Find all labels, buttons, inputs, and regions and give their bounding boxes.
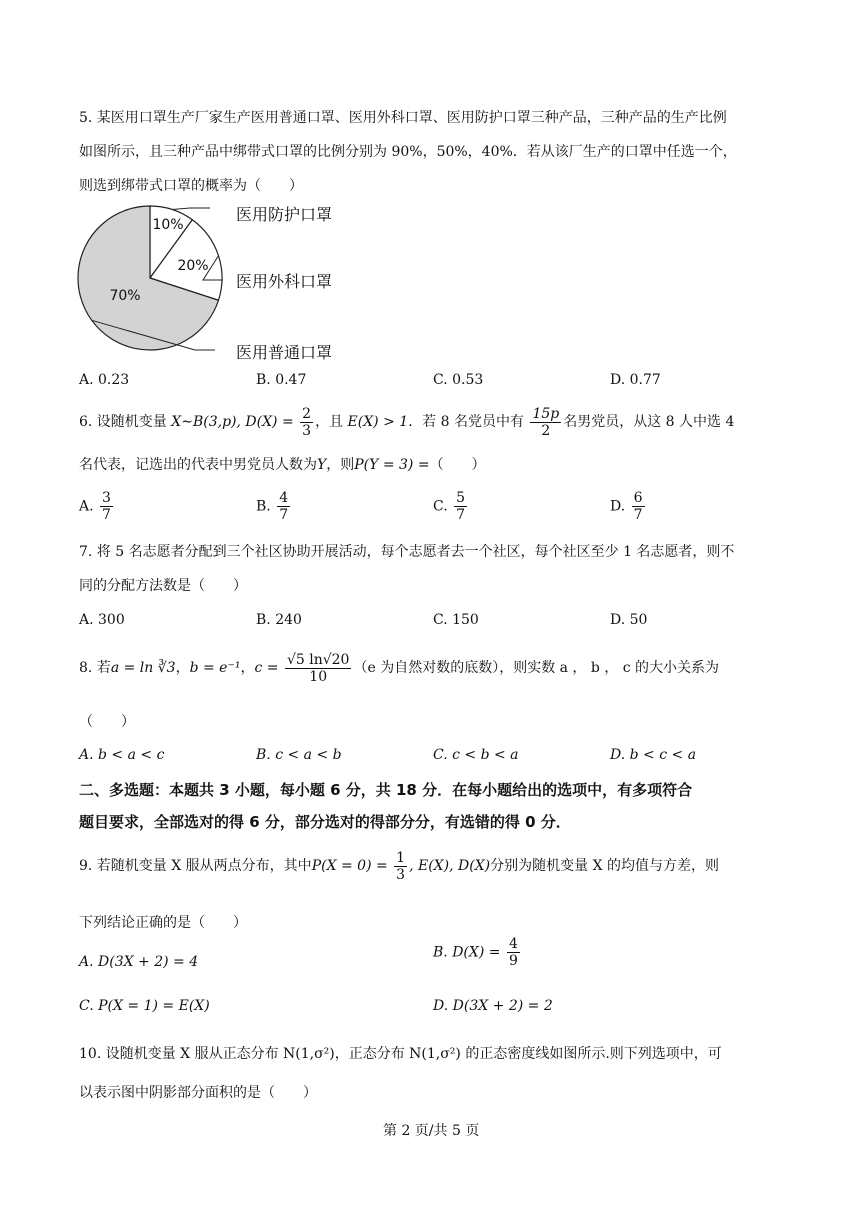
q6-line1 bbox=[79, 398, 734, 446]
q6-option-b-den: 7 bbox=[279, 507, 289, 523]
q10-line2: 以表示图中阴影部分面积的是（ ） bbox=[79, 1085, 317, 1101]
q5-line2: 如图所示，且三种产品中绑带式口罩的比例分别为 90%，50%，40%．若从该厂生产的口罩中任选一个， bbox=[79, 144, 737, 160]
q7-line2: 同的分配方法数是（ ） bbox=[79, 578, 247, 594]
q6-prob: P(Y = 3) = bbox=[354, 457, 430, 473]
q6-mid1: ，且 bbox=[315, 414, 348, 430]
q6-frac-b bbox=[530, 406, 561, 439]
q6-option-a bbox=[79, 490, 115, 523]
q5-option-a: A. 0.23 bbox=[79, 372, 130, 388]
q9-option-d: D. D(3X + 2) = 2 bbox=[433, 998, 553, 1014]
section2-line2: 题目要求，全部选对的得 6 分，部分选对的得部分分，有选错的得 0 分． bbox=[79, 813, 571, 831]
pie-leader-line bbox=[172, 208, 210, 210]
q6-paren: （ ） bbox=[429, 457, 486, 473]
q6-line2 bbox=[79, 455, 486, 475]
q8-a: a = ln ∛3 bbox=[110, 660, 176, 676]
q8-option-d: D. b < c < a bbox=[610, 747, 697, 763]
q8-prefix: 8. 若 bbox=[79, 660, 111, 676]
q8-c-num: √5 ln√20 bbox=[286, 651, 350, 668]
q9-option-b-num: 4 bbox=[508, 936, 518, 952]
q6-cond: E(X) > 1 bbox=[347, 414, 409, 430]
q8-tail: （e 为自然对数的底数），则实数 a ， b ， c 的大小关系为 bbox=[353, 660, 720, 676]
q7-option-c: C. 150 bbox=[433, 612, 479, 628]
q9-frac-den: 3 bbox=[396, 866, 406, 883]
q6-frac-a-num: 2 bbox=[302, 405, 312, 422]
q6-option-d-num: 6 bbox=[633, 490, 643, 506]
q6-var-y: Y bbox=[317, 457, 327, 473]
q6-frac-b-num: 15p bbox=[532, 405, 560, 422]
q8-sep1: ， bbox=[175, 660, 190, 676]
q6-line2-text: 名代表，记选出的代表中男党员人数为 bbox=[79, 457, 317, 473]
page-footer: 第 2 页/共 5 页 bbox=[383, 1123, 480, 1139]
q6-frac-b-den: 2 bbox=[541, 422, 551, 439]
q6-option-b-letter: B. bbox=[256, 498, 271, 515]
q6-option-b-num: 4 bbox=[279, 490, 289, 506]
pie-category-label: 医用外科口罩 bbox=[236, 272, 333, 291]
pie-category-label: 医用防护口罩 bbox=[236, 205, 333, 224]
q8-option-a: A. b < a < c bbox=[79, 747, 165, 763]
q6-option-a-num: 3 bbox=[102, 490, 111, 506]
q5-line3: 则选到绑带式口罩的概率为（ ） bbox=[79, 178, 303, 194]
q6-option-d-den: 7 bbox=[633, 507, 643, 523]
q5-line1: 5. 某医用口罩生产厂家生产医用普通口罩、医用外科口罩、医用防护口罩三种产品，三种产品的生产比例 bbox=[79, 110, 727, 126]
q7-option-d: D. 50 bbox=[610, 612, 648, 628]
q9-option-b-den: 9 bbox=[508, 953, 518, 969]
q8-b: b = e⁻¹ bbox=[189, 660, 241, 676]
pie-percent-label: 70% bbox=[109, 288, 141, 304]
q6-option-c-num: 5 bbox=[456, 490, 466, 506]
q9-option-a: A. D(3X + 2) = 4 bbox=[79, 954, 199, 970]
q8-c-den: 10 bbox=[309, 668, 328, 685]
q9-line1 bbox=[79, 842, 719, 890]
q8-option-c: C. c < b < a bbox=[433, 747, 519, 763]
q9-frac-num: 1 bbox=[396, 849, 406, 866]
q9-option-b bbox=[433, 936, 522, 969]
pie-percent-label: 20% bbox=[177, 258, 209, 274]
q6-option-d-frac bbox=[632, 490, 645, 523]
q6-option-d bbox=[610, 490, 647, 523]
q6-prefix: 6. 设随机变量 bbox=[79, 414, 172, 430]
q5-option-c: C. 0.53 bbox=[433, 372, 484, 388]
q10-line1: 10. 设随机变量 X 服从正态分布 N(1,σ²)，正态分布 N(1,σ²) 的正态密度线如图所示.则下列选项中，可 bbox=[79, 1046, 722, 1062]
pie-chart bbox=[75, 200, 395, 370]
q6-line2b: ，则 bbox=[326, 457, 355, 473]
q9-prefix: 9. 若随机变量 X 服从两点分布，其中 bbox=[79, 858, 312, 874]
pie-percent-label: 10% bbox=[152, 217, 184, 233]
q9-option-b-lhs: B. D(X) = bbox=[433, 944, 501, 961]
q8-sep2: ， bbox=[240, 660, 255, 676]
q9-option-b-frac bbox=[507, 936, 520, 969]
q8-c-lhs: c = bbox=[254, 660, 279, 676]
q6-option-c-den: 7 bbox=[456, 507, 466, 523]
section2-line1: 二、多选题：本题共 3 小题，每小题 6 分，共 18 分．在每小题给出的选项中，有多项符合 bbox=[79, 781, 693, 799]
q6-binom: X∼B(3,p), D(X) = bbox=[171, 414, 294, 430]
q6-option-c-letter: C. bbox=[433, 498, 448, 515]
q6-frac-a-den: 3 bbox=[302, 422, 312, 439]
q6-option-c-frac bbox=[454, 490, 467, 523]
q8-option-b: B. c < a < b bbox=[256, 747, 342, 763]
q9-option-c: C. P(X = 1) = E(X) bbox=[79, 998, 210, 1014]
q6-option-a-den: 7 bbox=[102, 507, 111, 523]
q6-option-d-letter: D. bbox=[610, 498, 626, 515]
q6-option-a-frac bbox=[100, 490, 113, 523]
q6-tail: 名男党员，从这 8 人中选 4 bbox=[563, 414, 735, 430]
q6-option-a-letter: A. bbox=[79, 498, 94, 515]
pie-category-label: 医用普通口罩 bbox=[236, 343, 333, 362]
q6-option-b bbox=[256, 490, 292, 523]
q9-line2: 下列结论正确的是（ ） bbox=[79, 915, 247, 931]
q8-paren: （ ） bbox=[79, 714, 135, 730]
q8-line1 bbox=[79, 644, 719, 692]
q5-option-b: B. 0.47 bbox=[256, 372, 307, 388]
q9-mid: , E(X), D(X) bbox=[409, 858, 491, 874]
q7-line1: 7. 将 5 名志愿者分配到三个社区协助开展活动，每个志愿者去一个社区，每个社区至少 1 名志愿者，则不 bbox=[79, 544, 735, 560]
q7-option-a: A. 300 bbox=[79, 612, 125, 628]
q9-tail: 分别为随机变量 X 的均值与方差，则 bbox=[490, 858, 719, 874]
q6-option-b-frac bbox=[277, 490, 290, 523]
q6-mid2: ．若 8 名党员中有 bbox=[408, 414, 524, 430]
q7-option-b: B. 240 bbox=[256, 612, 302, 628]
q9-p-lhs: P(X = 0) = bbox=[311, 858, 388, 874]
q6-frac-a bbox=[300, 406, 313, 439]
q5-option-d: D. 0.77 bbox=[610, 372, 661, 388]
q9-frac bbox=[394, 850, 407, 883]
q8-c-frac bbox=[285, 652, 352, 685]
q6-option-c bbox=[433, 490, 469, 523]
